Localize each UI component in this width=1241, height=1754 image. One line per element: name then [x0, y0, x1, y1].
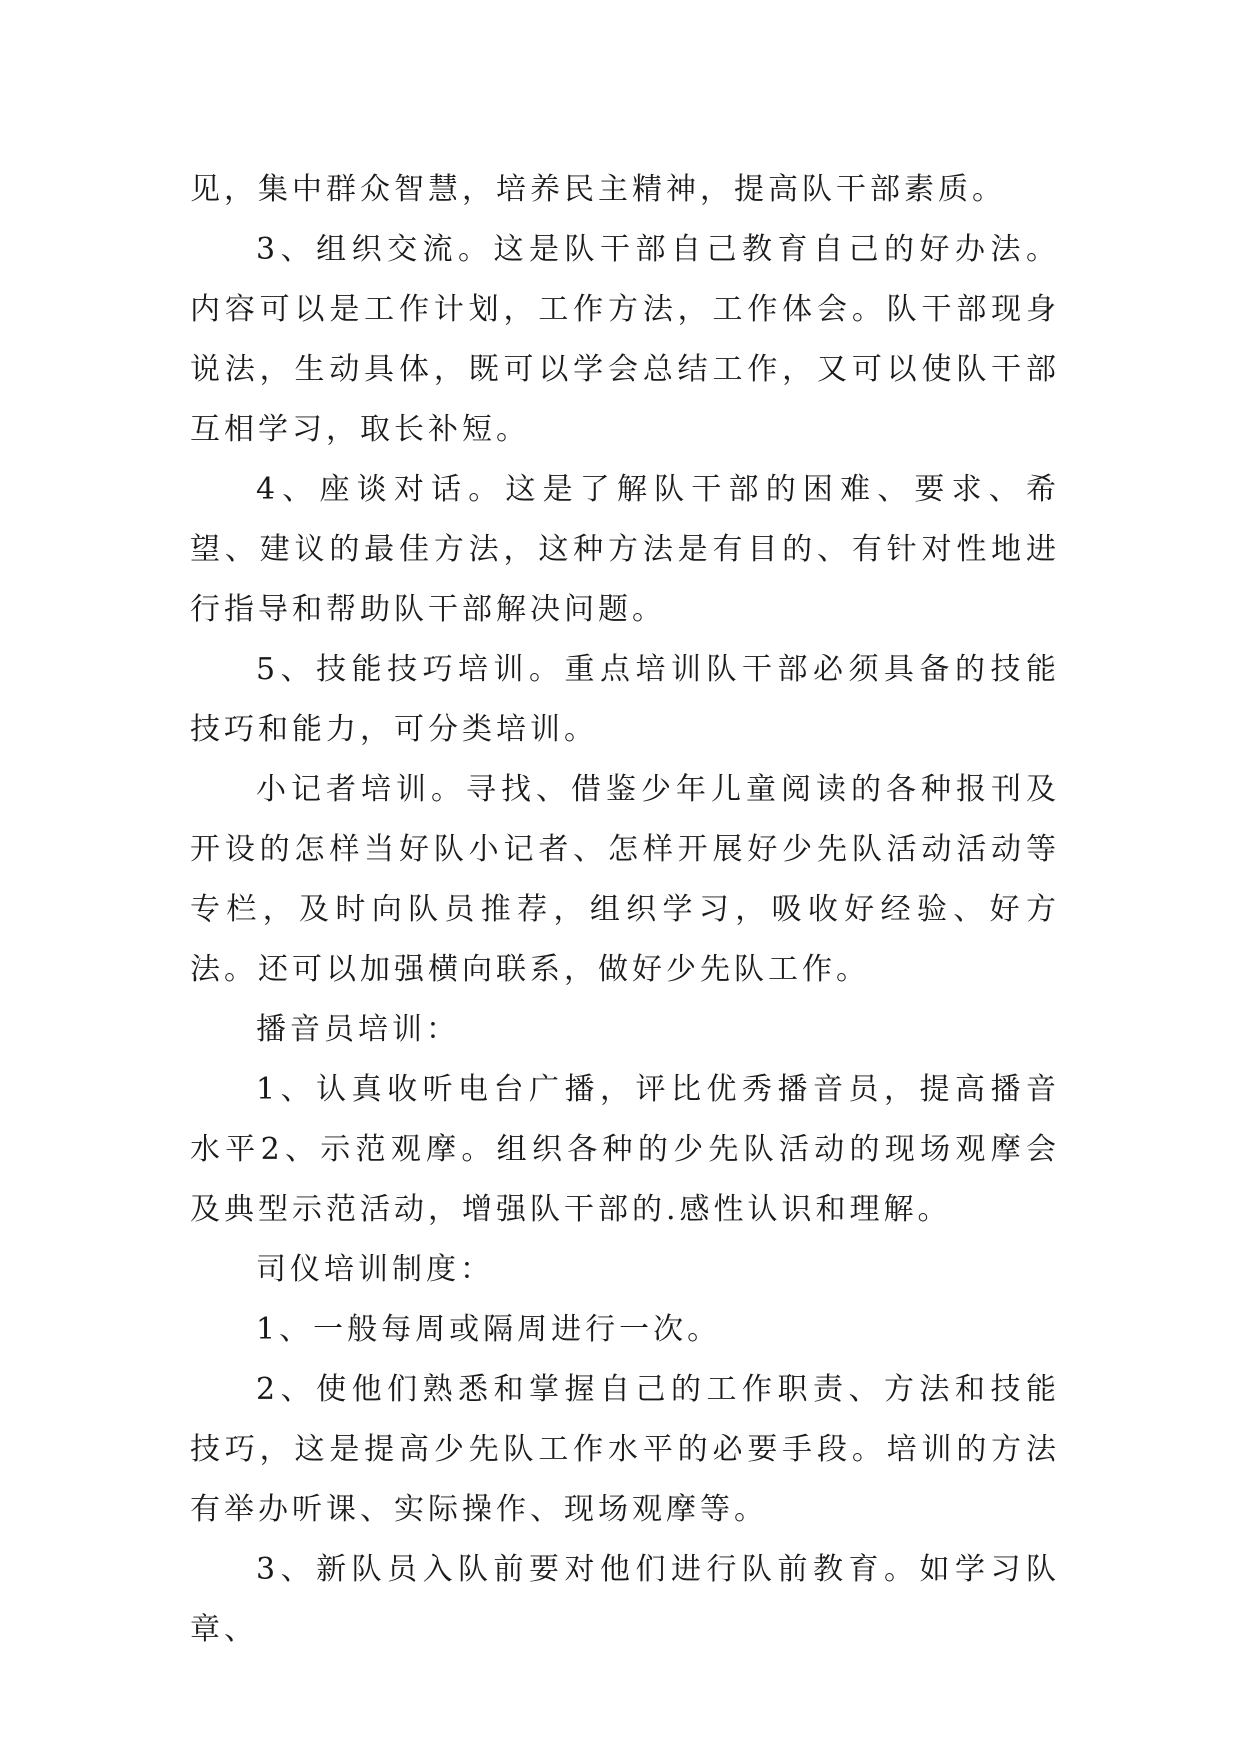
paragraph-5: 小记者培训。寻找、借鉴少年儿童阅读的各种报刊及开设的怎样当好队小记者、怎样开展好少先队活动活动等专栏，及时向队员推荐，组织学习，吸收好经验、好方法。还可以加强横向联系，做好少先队工作。	[190, 772, 1060, 987]
paragraph-7: 1、认真收听电台广播，评比优秀播音员，提高播音水平2、示范观摩。组织各种的少先队活动的现场观摩会及典型示范活动，增强队干部的.感性认识和理解。	[190, 1072, 1060, 1227]
paragraph-4: 5、技能技巧培训。重点培训队干部必须具备的技能技巧和能力，可分类培训。	[190, 652, 1060, 747]
paragraph-6: 播音员培训：	[256, 1012, 460, 1047]
paragraph-10: 2、使他们熟悉和掌握自己的工作职责、方法和技能技巧，这是提高少先队工作水平的必要手段。培训的方法有举办听课、实际操作、现场观摩等。	[190, 1372, 1060, 1527]
paragraph-9: 1、一般每周或隔周进行一次。	[256, 1312, 722, 1347]
paragraph-2: 3、组织交流。这是队干部自己教育自己的好办法。内容可以是工作计划，工作方法，工作体会。队干部现身说法，生动具体，既可以学会总结工作，又可以使队干部互相学习，取长补短。	[190, 232, 1060, 447]
paragraph-3: 4、座谈对话。这是了解队干部的困难、要求、希望、建议的最佳方法，这种方法是有目的、有针对性地进行指导和帮助队干部解决问题。	[190, 472, 1060, 627]
body-text	[190, 160, 1060, 1660]
paragraph-8: 司仪培训制度：	[256, 1252, 494, 1287]
paragraph-1: 见，集中群众智慧，培养民主精神，提高队干部素质。	[190, 172, 1006, 207]
paragraph-11: 3、新队员入队前要对他们进行队前教育。如学习队章、	[190, 1552, 1060, 1647]
